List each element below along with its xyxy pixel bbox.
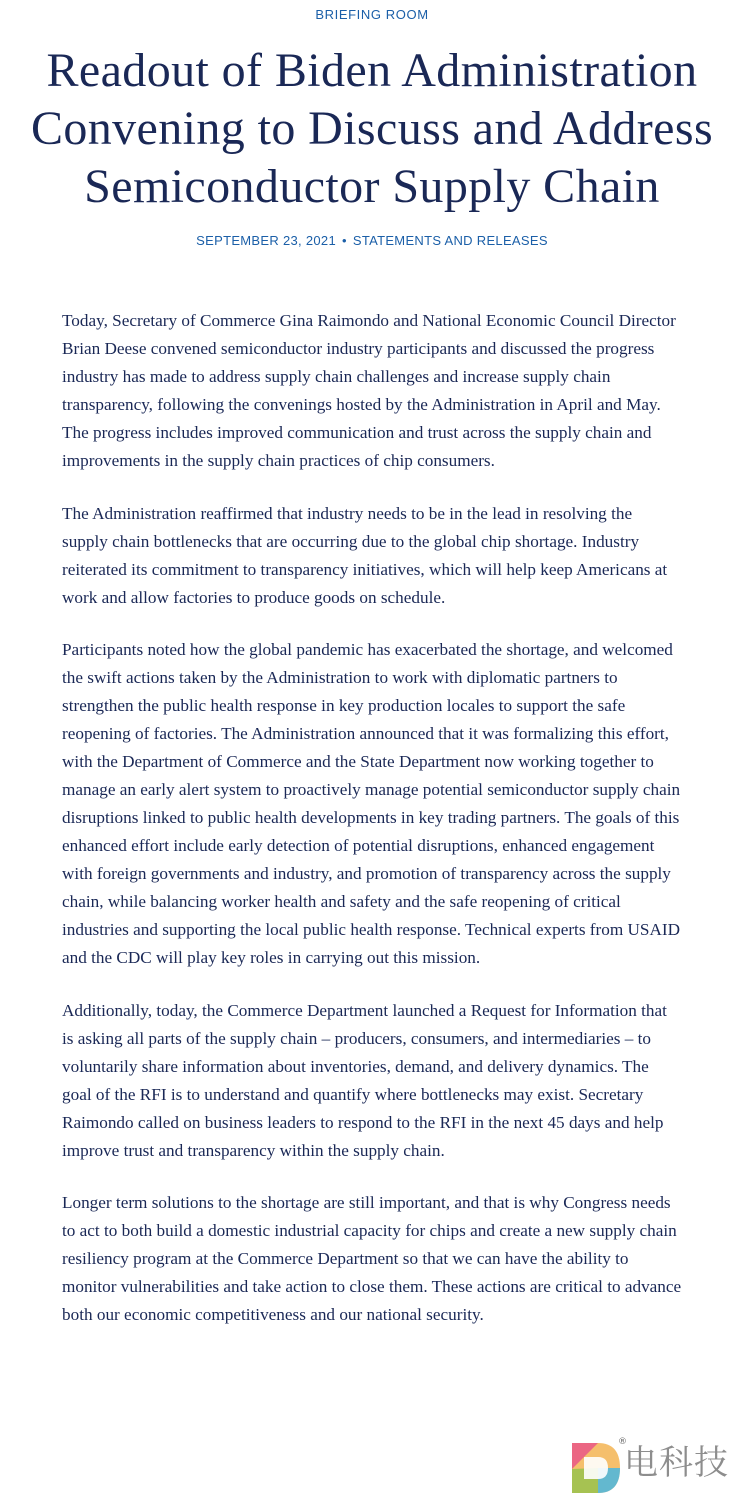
article-paragraph: The Administration reaffirmed that industry needs to be in the lead in resolving the supply chain bottlenecks that are occurring due to the global chip shortage. Industry reiterated its commitment to transparency initiatives, which will help keep Americans at work and allow factories to produce goods on schedule. [62, 503, 668, 607]
page-title-line: Readout of Biden Administration [46, 44, 698, 97]
article-paragraph: Longer term solutions to the shortage are still important, and that is why Congress needs to act to both build a domestic industrial capacity for chips and create a new supply chain resiliency program at the Commerce Department so that we can have the ability to monitor vulnerabilities and take action to close them. These actions are critical to advance both our economic competitiveness and our national security. [62, 1193, 682, 1324]
article-meta [0, 233, 744, 248]
article-paragraph: Today, Secretary of Commerce Gina Raimondo and National Economic Council Director Brian Deese convened semiconductor industry participants and discussed the progress industry has made to address supply chain challenges and increase supply chain transparency, following the convenings hosted by the Administration in April and May. The progress includes improved communication and trust across the supply chain and improvements in the supply chain practices of chip consumers. [62, 311, 676, 470]
page-title [0, 42, 744, 216]
page-title-line: Convening to Discuss and Address [30, 102, 714, 155]
section-link-briefing-room[interactable]: BRIEFING ROOM [315, 7, 429, 22]
brand-logo-icon [568, 1439, 626, 1497]
publish-date: SEPTEMBER 23, 2021 [196, 233, 336, 248]
category-link[interactable]: STATEMENTS AND RELEASES [352, 233, 548, 248]
meta-separator: • [341, 233, 347, 248]
watermark [568, 1437, 744, 1499]
registered-mark: ® [618, 1437, 627, 1447]
watermark-text: 电科技 [624, 1443, 729, 1483]
article-body [62, 307, 682, 1354]
article-paragraph: Participants noted how the global pandemic has exacerbated the shortage, and welcomed the swift actions taken by the Administration to work with diplomatic partners to strengthen the public health response in key production locales to support the safe reopening of factories. The Administration announced that it was formalizing this effort, with the Department of Commerce and the State Department now working together to manage an early alert system to proactively manage potential semiconductor supply chain disruptions linked to public health developments in key trading partners. The goals of this enhanced effort include early detection of potential disruptions, enhanced engagement with foreign governments and industry, and promotion of transparency across the supply chain, while balancing worker health and safety and the safe reopening of critical industries and supporting the local public health response. Technical experts from USAID and the CDC will play key roles in carrying out this mission. [62, 640, 681, 967]
page-title-line: Semiconductor Supply Chain [84, 160, 660, 213]
article-paragraph: Additionally, today, the Commerce Department launched a Request for Information that is asking all parts of the supply chain – producers, consumers, and intermediaries – to voluntarily share information about inventories, demand, and delivery dynamics. The goal of the RFI is to understand and quantify where bottlenecks may exist. Secretary Raimondo called on business leaders to respond to the RFI in the next 45 days and help improve trust and transparency within the supply chain. [62, 1000, 667, 1160]
